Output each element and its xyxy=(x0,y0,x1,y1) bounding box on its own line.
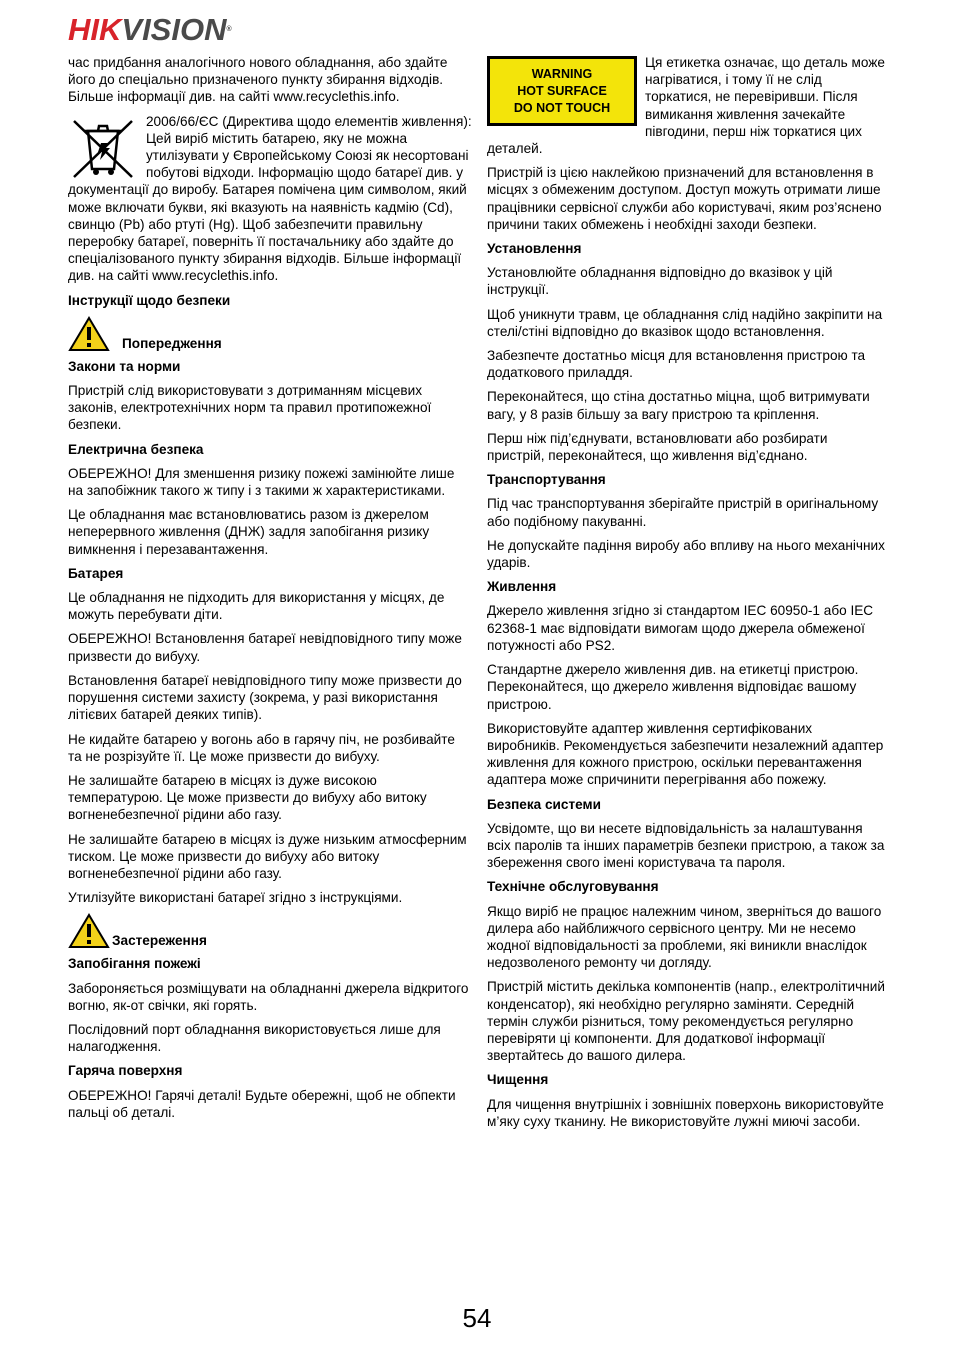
paragraph: Не допускайте падіння виробу або впливу на нього механічних ударів. xyxy=(487,537,885,571)
battery-directive-text: 2006/66/ЄС (Директива щодо елементів живлення): Цей виріб містить батарею, яку не можна утилізувати у Європейському Союзі як несортовані побутові відходи. Інформацію щодо батареї див. у документації до виробу. Батарея помічена цим символом, який може включати букви, які вказують на наявність кадмію (Cd), свинцю (Pb) або ртуті (Hg). Щоб забезпечити правильну переробку батареї, поверніть її постачальнику або здайте до спеціалізованого пункту збирання відходів. Більше інформації див. на сайті www.recyclethis.info. xyxy=(68,113,472,284)
paragraph: Забезпечте достатньо місця для встановлення пристрою та додаткового приладдя. xyxy=(487,348,866,381)
hot-surface-sticker xyxy=(487,56,637,126)
paragraph: Встановлення батареї невідповідного типу може призвести до порушення системи захисту (зокрема, у разі використання літієвих батарей деяких типів). xyxy=(68,672,462,723)
paragraph: Перш ніж під’єднувати, встановлювати або розбирати пристрій, переконайтеся, що живлення від’єднано. xyxy=(487,430,828,464)
paragraph: Забороняється розміщувати на обладнанні джерела відкритого вогню, як-от свічки, які горять. xyxy=(68,980,469,1013)
fire-prevention-heading: Запобігання пожежі xyxy=(68,956,201,972)
brand-logo xyxy=(68,12,232,48)
sticker-line: DO NOT TOUCH xyxy=(513,100,611,115)
brand-logo-part1: HIK xyxy=(68,12,122,47)
safety-heading: Інструкції щодо безпеки xyxy=(68,292,231,308)
paragraph: Не залишайте батарею в місцях із дуже низьким атмосферним тиском. Це може призвести до вибуху або витоку вогненебезпечної рідини або газу. xyxy=(68,831,467,881)
sticker-line: WARNING xyxy=(531,66,593,81)
paragraph: Пристрій містить декілька компонентів (напр., електролітичний конденсатор), які необхідно регулярно заміняти. Середній термін служби різниться, тому рекомендується регулярно перевіряти ці компоненти. Для додаткової інформації звертайтесь до вашого дилера. xyxy=(487,979,885,1064)
system-security-heading: Безпека системи xyxy=(487,796,601,812)
paragraph: Утилізуйте використані батареї згідно з інструкціями. xyxy=(68,890,403,906)
paragraph: Для чищення внутрішніх і зовнішніх поверхонь використовуйте м’яку суху тканину. Не використовуйте лужні миючі засоби. xyxy=(487,1096,884,1129)
paragraph: ОБЕРЕЖНО! Встановлення батареї невідповідного типу може призвести до вибуху. xyxy=(68,631,462,664)
battery-heading: Батарея xyxy=(68,565,124,581)
electrical-safety-heading: Електрична безпека xyxy=(68,441,204,457)
warning-triangle-icon xyxy=(68,316,110,352)
paragraph: Це обладнання не підходить для використання у місцях, де можуть перебувати діти. xyxy=(68,590,445,623)
left-column xyxy=(68,54,472,1128)
power-heading: Живлення xyxy=(487,579,557,595)
brand-logo-part2: VISION xyxy=(121,12,227,47)
paragraph: ОБЕРЕЖНО! Гарячі деталі! Будьте обережні, щоб не обпекти пальці об деталі. xyxy=(68,1087,456,1120)
paragraph: Не кидайте батарею у вогонь або в гарячу піч, не розбивайте та не розрізуйте її. Це може призвести до вибуху. xyxy=(68,731,455,764)
paragraph: Переконайтеся, що стіна достатньо міцна, щоб витримувати вагу, у 8 разів більшу за вагу пристрою та кріплення. xyxy=(487,389,870,422)
caution-label: Застереження xyxy=(112,933,207,949)
hot-surface-description: Ця етикетка означає, що деталь може нагріватися, і тому її не слід торкатися, не перевіривши. Після вимикання живлення зачекайте півгодини, перш ніж торкатися цих деталей. xyxy=(487,55,885,157)
installation-heading: Установлення xyxy=(487,241,582,257)
paragraph: Це обладнання має встановлюватись разом із джерелом неперервного живлення (ДНЖ) задля запобігання ризику вимкнення і перезавантаження. xyxy=(68,507,430,557)
laws-heading: Закони та норми xyxy=(68,358,181,374)
paragraph: Послідовний порт обладнання використовується лише для налагодження. xyxy=(68,1021,441,1055)
paragraph: час придбання аналогічного нового обладнання, або здайте його до спеціально призначеного пункту збирання відходів. Більше інформації див. на сайті www.recyclethis.info. xyxy=(68,55,448,105)
paragraph: Джерело живлення згідно зі стандартом IEC 60950-1 або IEC 62368-1 має відповідати вимогам щодо джерела обмеженої потужності або PS2. xyxy=(487,603,874,653)
paragraph: Якщо виріб не працює належним чином, зверніться до вашого дилера або найближчого сервісного центру. Ми не несемо жодної відповідальності за проблеми, які виникли внаслідок недозволеного ремонту чи догляду. xyxy=(487,903,882,971)
right-column xyxy=(487,54,887,1137)
paragraph: Не залишайте батарею в місцях із дуже високою температурою. Це може призвести до вибуху або витоку вогненебезпечної рідини або газу. xyxy=(68,772,427,823)
warning-label: Попередження xyxy=(122,335,222,351)
caution-row xyxy=(68,913,472,949)
paragraph: Усвідомте, що ви несете відповідальність за налаштування всіх паролів та інших параметрів безпеки пристрою, а також за збереження свого імені користувача та пароля. xyxy=(487,820,885,871)
paragraph: Стандартне джерело живлення див. на етикетці пристрою. Переконайтеся, що джерело живлення відповідає вашому пристрою. xyxy=(487,662,859,712)
brand-logo-reg: ® xyxy=(226,26,232,33)
transport-heading: Транспортування xyxy=(487,472,606,488)
paragraph: Під час транспортування зберігайте пристрій в оригінальному або подібному пакуванні. xyxy=(487,496,879,529)
paragraph: Пристрій слід використовувати з дотриманням місцевих законів, електротехнічних норм та правил протипожежної безпеки. xyxy=(68,383,432,433)
maintenance-heading: Технічне обслуговування xyxy=(487,879,659,895)
paragraph: ОБЕРЕЖНО! Для зменшення ризику пожежі замінюйте лише на запобіжник такого ж типу і з такими ж характеристиками. xyxy=(68,465,455,499)
sticker-line: HOT SURFACE xyxy=(517,83,607,98)
paragraph: Установлюйте обладнання відповідно до вказівок у цій інструкції. xyxy=(487,265,833,298)
cleaning-heading: Чищення xyxy=(487,1072,549,1088)
paragraph: Пристрій із цією наклейкою призначений для встановлення в місцях з обмеженим доступом. Доступ можуть отримати лише працівники сервісної служби або користувачі, яким роз’яснено причини таких обмежень і необхідні заходи безпеки. xyxy=(487,165,882,232)
paragraph: Використовуйте адаптер живлення сертифікованих виробників. Рекомендується забезпечити незалежний адаптер живлення для кожного пристрою, оскільки перевантаження адаптера може спричинити перегрівання або пожежу. xyxy=(487,720,884,788)
crossed-bin-icon xyxy=(68,115,138,181)
battery-directive-block xyxy=(68,113,472,292)
warning-triangle-icon xyxy=(68,913,110,949)
hot-surface-heading: Гаряча поверхня xyxy=(68,1063,183,1079)
warning-row xyxy=(68,316,472,352)
page-number: 54 xyxy=(462,1303,492,1333)
hot-surface-block xyxy=(487,54,887,164)
paragraph: Щоб уникнути травм, це обладнання слід надійно закріпити на стелі/стіні відповідно до вказівок щодо встановлення. xyxy=(487,306,883,339)
